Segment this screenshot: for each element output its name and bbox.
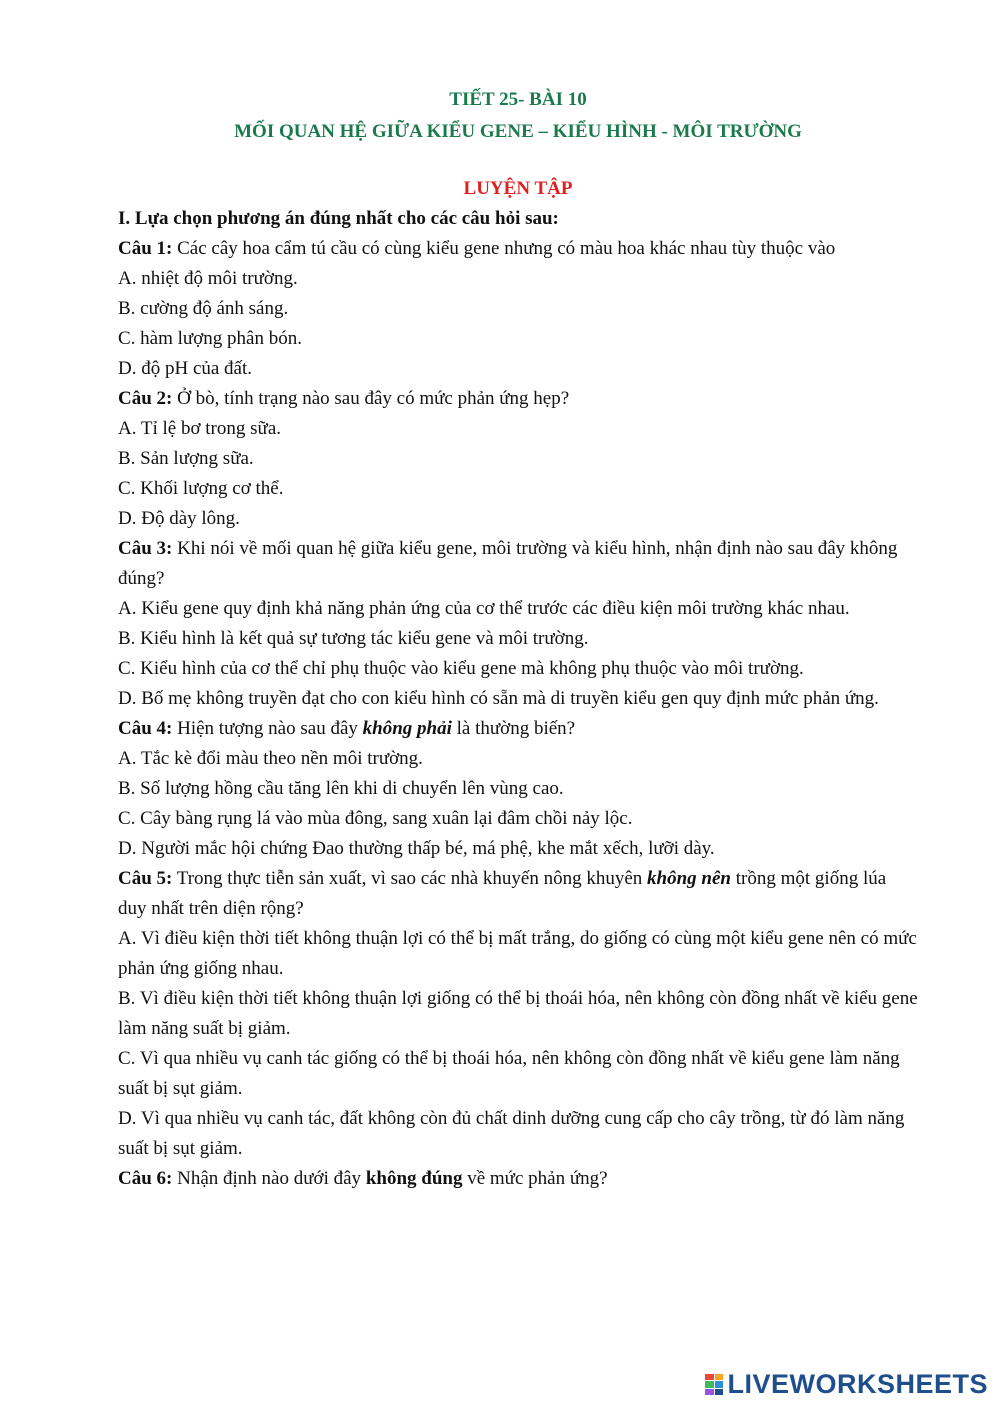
question-label: Câu 6:	[118, 1168, 173, 1189]
option-1b[interactable]: B. cường độ ánh sáng.	[118, 298, 289, 319]
lesson-title: TIẾT 25- BÀI 10	[449, 89, 587, 110]
question-6	[118, 1164, 918, 1194]
question-text-post: về mức phản ứng?	[462, 1168, 608, 1189]
option-4a[interactable]: A. Tắc kè đổi màu theo nền môi trường.	[118, 748, 423, 769]
question-label: Câu 5:	[118, 868, 173, 889]
section-heading: LUYỆN TẬP	[463, 178, 573, 199]
question-text: Ở bò, tính trạng nào sau đây có mức phản ứng hẹp?	[172, 388, 570, 409]
lesson-subtitle: MỐI QUAN HỆ GIỮA KIỂU GENE – KIỂU HÌNH - MÔI TRƯỜNG	[234, 121, 802, 142]
question-emphasis: không phải	[362, 718, 452, 739]
option-4b[interactable]: B. Số lượng hồng cầu tăng lên khi di chuyển lên vùng cao.	[118, 778, 564, 799]
option-4c[interactable]: C. Cây bàng rụng lá vào mùa đông, sang xuân lại đâm chồi nảy lộc.	[118, 808, 633, 829]
question-emphasis: không nên	[647, 868, 731, 889]
question-label: Câu 2:	[118, 388, 173, 409]
question-1	[118, 234, 918, 264]
option-2c[interactable]: C. Khối lượng cơ thể.	[118, 478, 284, 499]
question-emphasis: không đúng	[365, 1168, 463, 1189]
liveworksheets-logo	[705, 1369, 988, 1400]
option-1a[interactable]: A. nhiệt độ môi trường.	[118, 268, 298, 289]
question-text-pre: Trong thực tiễn sản xuất, vì sao các nhà khuyến nông khuyên	[172, 868, 648, 889]
option-4d[interactable]: D. Người mắc hội chứng Đao thường thấp bé, má phệ, khe mắt xếch, lưỡi dày.	[118, 838, 715, 859]
question-text-pre: Nhận định nào dưới đây	[172, 1168, 366, 1189]
option-5c[interactable]: C. Vì qua nhiều vụ canh tác giống có thể bị thoái hóa, nên không còn đồng nhất về kiểu gene làm năng suất bị sụt giảm.	[118, 1048, 900, 1099]
option-3c[interactable]: C. Kiểu hình của cơ thể chỉ phụ thuộc vào kiểu gene mà không phụ thuộc vào môi trường.	[118, 658, 804, 679]
question-text: Các cây hoa cẩm tú cầu có cùng kiểu gene nhưng có màu hoa khác nhau tùy thuộc vào	[172, 238, 836, 259]
option-5d[interactable]: D. Vì qua nhiều vụ canh tác, đất không còn đủ chất dinh dưỡng cung cấp cho cây trồng, từ đó làm năng suất bị sụt giảm.	[118, 1108, 905, 1159]
question-5	[118, 864, 918, 924]
option-2d[interactable]: D. Độ dày lông.	[118, 508, 240, 529]
option-3d[interactable]: D. Bố mẹ không truyền đạt cho con kiểu hình có sẵn mà di truyền kiểu gen quy định mức phản ứng.	[118, 688, 879, 709]
option-1c[interactable]: C. hàm lượng phân bón.	[118, 328, 302, 349]
question-2	[118, 384, 918, 414]
option-2a[interactable]: A. Tỉ lệ bơ trong sữa.	[118, 418, 282, 439]
option-5a[interactable]: A. Vì điều kiện thời tiết không thuận lợi có thể bị mất trắng, do giống có cùng một kiểu gene nên có mức phản ứng giống nhau.	[118, 928, 917, 979]
question-text-pre: Hiện tượng nào sau đây	[172, 718, 363, 739]
question-label: Câu 4:	[118, 718, 173, 739]
question-text-post: trồng một giống lúa duy nhất trên diện rộng?	[118, 868, 887, 919]
question-label: Câu 3:	[118, 538, 173, 559]
option-3a[interactable]: A. Kiểu gene quy định khả năng phản ứng của cơ thể trước các điều kiện môi trường khác nhau.	[118, 598, 850, 619]
option-1d[interactable]: D. độ pH của đất.	[118, 358, 253, 379]
brand-name: LIVEWORKSHEETS	[727, 1369, 988, 1399]
liveworksheets-logo-icon	[705, 1374, 723, 1396]
option-5b[interactable]: B. Vì điều kiện thời tiết không thuận lợi giống có thể bị thoái hóa, nên không còn đồng nhất về kiểu gene làm năng suất bị giảm.	[118, 988, 918, 1039]
worksheet-page	[118, 84, 918, 1194]
question-4	[118, 714, 918, 744]
question-text: Khi nói về mối quan hệ giữa kiểu gene, môi trường và kiểu hình, nhận định nào sau đây không đúng?	[118, 538, 898, 589]
instruction-text: I. Lựa chọn phương án đúng nhất cho các câu hỏi sau:	[118, 208, 559, 229]
question-text-post: là thường biến?	[451, 718, 576, 739]
option-2b[interactable]: B. Sản lượng sữa.	[118, 448, 254, 469]
option-3b[interactable]: B. Kiểu hình là kết quả sự tương tác kiểu gene và môi trường.	[118, 628, 589, 649]
question-label: Câu 1:	[118, 238, 173, 259]
question-3	[118, 534, 918, 594]
